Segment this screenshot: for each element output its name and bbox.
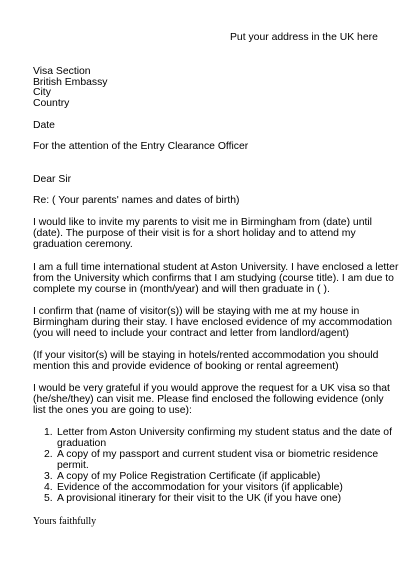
paragraph-line: Birmingham during their stay. I have enclosed evidence of my accommodation xyxy=(33,317,393,328)
recipient-line: Visa Section xyxy=(33,66,91,77)
attention-line: For the attention of the Entry Clearance Officer xyxy=(33,141,249,152)
list-number: 3. xyxy=(44,471,53,482)
paragraph-line: graduation ceremony. xyxy=(33,239,133,250)
list-item: Letter from Aston University confirming my student status and the date of xyxy=(57,427,392,438)
list-item: A copy of my passport and current student visa or biometric residence xyxy=(57,449,379,460)
paragraph-line: list the ones you are going to use): xyxy=(33,405,192,416)
list-number: 5. xyxy=(44,493,53,504)
date-line: Date xyxy=(33,120,55,131)
list-item: Evidence of the accommodation for your visitors (if applicable) xyxy=(57,482,343,493)
paragraph-line: (If your visitor(s) will be staying in hotels/rented accommodation you should xyxy=(33,350,379,361)
list-item: A copy of my Police Registration Certificate (if applicable) xyxy=(57,471,321,482)
paragraph-line: complete my course in (month/year) and will then graduate in ( ). xyxy=(33,284,330,295)
paragraph-line: (he/she/they) can visit me. Please find enclosed the following evidence (only xyxy=(33,394,384,405)
subject-line: Re: ( Your parents' names and dates of birth) xyxy=(33,195,240,206)
paragraph-line: I am a full time international student at Aston University. I have enclosed a letter xyxy=(33,262,399,273)
paragraph-line: (date). The purpose of their visit is for a short holiday and to attend my xyxy=(33,228,356,239)
recipient-line: Country xyxy=(33,98,70,109)
list-item: permit. xyxy=(57,460,89,471)
recipient-line: British Embassy xyxy=(33,77,108,88)
list-number: 4. xyxy=(44,482,53,493)
paragraph-line: I confirm that (name of visitor(s)) will be staying with me at my house in xyxy=(33,306,360,317)
paragraph-line: from the University which confirms that I am studying (course title). I am due to xyxy=(33,273,394,284)
address-placeholder: Put your address in the UK here xyxy=(230,32,378,43)
list-number: 1. xyxy=(44,427,53,438)
paragraph-line: I would like to invite my parents to visit me in Birmingham from (date) until xyxy=(33,217,372,228)
paragraph-line: (you will need to include your contract and letter from landlord/agent) xyxy=(33,328,349,339)
paragraph-line: mention this and provide evidence of booking or rental agreement) xyxy=(33,361,339,372)
recipient-line: City xyxy=(33,87,51,98)
salutation: Dear Sir xyxy=(33,174,72,185)
closing: Yours faithfully xyxy=(33,516,97,527)
list-number: 2. xyxy=(44,449,53,460)
list-item: graduation xyxy=(57,438,107,449)
list-item: A provisional itinerary for their visit to the UK (if you have one) xyxy=(57,493,342,504)
paragraph-line: I would be very grateful if you would approve the request for a UK visa so that xyxy=(33,383,390,394)
